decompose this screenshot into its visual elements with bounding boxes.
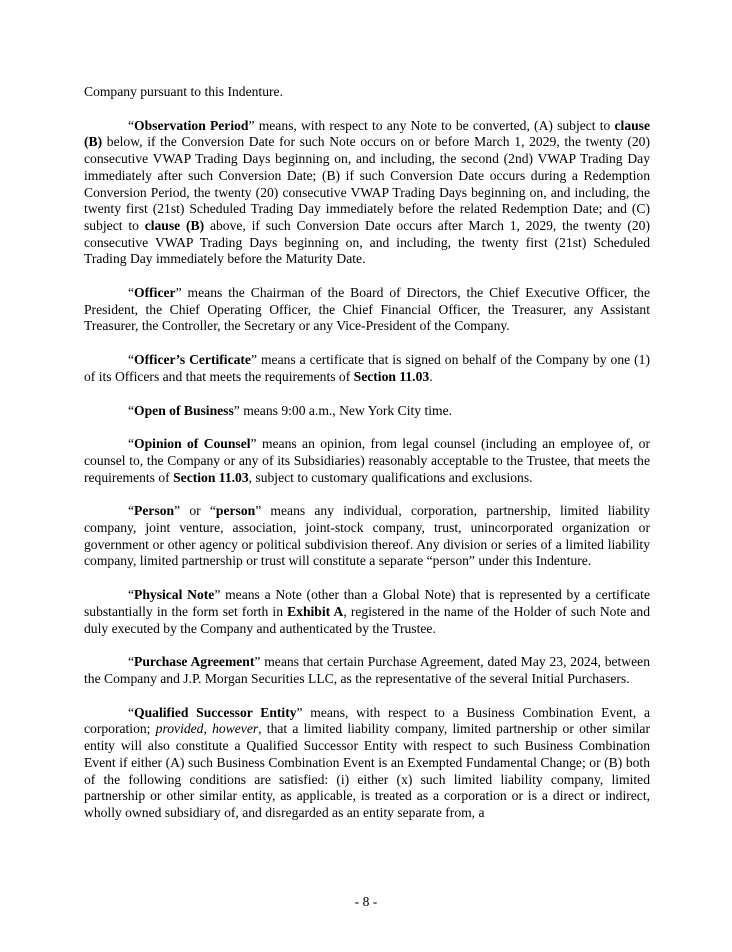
text-segment: Company pursuant to this Indenture. bbox=[84, 84, 283, 99]
bold-text: Section 11.03 bbox=[173, 469, 249, 485]
definition-person bbox=[84, 503, 650, 570]
italic-text: provided bbox=[155, 721, 204, 737]
text-segment: ” means a certificate that is signed on behalf of the Company by one (1) of its Officers and that meets the requirements of bbox=[84, 352, 650, 384]
bold-text: Open of Business bbox=[134, 402, 234, 418]
text-segment: ” or “ bbox=[174, 503, 216, 519]
bold-text: Opinion of Counsel bbox=[134, 436, 251, 452]
text-segment: ” means the Chairman of the Board of Directors, the Chief Executive Officer, the President, the Chief Operating Officer, the Chief Financial Officer, the Treasurer, any Assistant Treasurer, the Controller, the Secretary or any Vice-President of the Company. bbox=[84, 285, 650, 334]
text-segment: . bbox=[429, 368, 433, 384]
definition-officers-certificate bbox=[84, 352, 650, 385]
bold-text: clause (B) bbox=[84, 117, 651, 150]
definitions-list bbox=[84, 118, 650, 822]
text-segment: ” means 9:00 a.m., New York City time. bbox=[233, 402, 453, 418]
text-segment: ” means, with respect to any Note to be converted, (A) subject to bbox=[248, 117, 615, 133]
definition-opinion-of-counsel bbox=[84, 436, 650, 486]
continuation-paragraph bbox=[84, 84, 650, 101]
bold-text: Purchase Agreement bbox=[134, 654, 255, 670]
bold-text: Person bbox=[134, 503, 175, 519]
text-segment: , bbox=[203, 721, 213, 737]
text-segment: “ bbox=[128, 654, 135, 670]
text-segment: ” means a Note (other than a Global Note) that is represented by a certificate substantially in the form set forth in bbox=[84, 587, 650, 619]
text-segment: ” means any individual, corporation, partnership, limited liability company, joint venture, association, joint-stock company, trust, unincorporated organization or government or other agency or political subdivision thereof. Any division or series of a limited liability company, limited partnership or trust will constitute a separate “person” under this Indenture. bbox=[84, 503, 650, 569]
definition-open-of-business bbox=[84, 403, 650, 420]
text-segment: “ bbox=[128, 587, 135, 603]
text-segment: “ bbox=[128, 436, 135, 452]
definition-physical-note bbox=[84, 587, 650, 637]
text-segment: “ bbox=[128, 352, 135, 368]
text-segment: below, if the Conversion Date for such Note occurs on or before March 1, 2029, the twenty (20) consecutive VWAP Trading Days beginning on, and including, the second (2nd) VWAP Trading Day immediately after such Conversion Date; (B) if such Conversion Date occurs during a Redemption Conversion Period, the twenty (20) consecutive VWAP Trading Days beginning on, and including, the twenty first (21st) Scheduled Trading Day immediately before the related Redemption Date; and (C) subject to bbox=[84, 134, 650, 233]
bold-text: clause (B) bbox=[144, 217, 205, 233]
bold-text: Observation Period bbox=[134, 117, 249, 133]
document-body bbox=[84, 84, 650, 822]
bold-text: person bbox=[215, 503, 256, 519]
definition-officer bbox=[84, 285, 650, 335]
text-segment: , that a limited liability company, limited partnership or other similar entity will also constitute a Qualified Successor Entity with respect to such Business Combination Event if either (A) such Business Combination Event is an Exempted Fundamental Change; or (B) both of the following conditions are satisfied: (i) either (x) such limited liability company, limited partnership or other similar entity, as applicable, is treated as a corporation or is a direct or indirect, wholly owned subsidiary of, and disregarded as an entity separate from, a bbox=[84, 721, 650, 820]
text-segment: “ bbox=[128, 704, 135, 720]
text-segment: “ bbox=[128, 503, 135, 519]
definition-qualified-successor-entity bbox=[84, 705, 650, 822]
text-segment: “ bbox=[128, 402, 135, 418]
definition-purchase-agreement bbox=[84, 654, 650, 687]
definition-observation-period bbox=[84, 118, 650, 268]
bold-text: Exhibit A bbox=[287, 603, 344, 619]
text-segment: ” means, with respect to a Business Combination Event, a corporation; bbox=[84, 704, 650, 737]
text-segment: ” means an opinion, from legal counsel (including an employee of, or counsel to, the Company or any of its Subsidiaries) reasonably acceptable to the Trustee, that meets the requirements of bbox=[84, 436, 651, 485]
bold-text: Physical Note bbox=[134, 587, 215, 603]
italic-text: however bbox=[212, 721, 259, 737]
bold-text: Section 11.03 bbox=[353, 368, 430, 384]
text-segment: “ bbox=[128, 117, 135, 133]
text-segment: “ bbox=[128, 285, 135, 301]
text-segment: , registered in the name of the Holder of such Note and duly executed by the Company and authenticated by the Trustee. bbox=[84, 603, 650, 636]
bold-text: Officer’s Certificate bbox=[134, 352, 251, 368]
text-segment: above, if such Conversion Date occurs after March 1, 2029, the twenty (20) consecutive VWAP Trading Days beginning on, and including, the twenty first (21st) Scheduled Trading Day immediately before the Maturity Date. bbox=[84, 217, 650, 267]
text-segment: , subject to customary qualifications and exclusions. bbox=[248, 469, 533, 485]
text-segment: ” means that certain Purchase Agreement, dated May 23, 2024, between the Company and J.P. Morgan Securities LLC, as the representative of the several Initial Purchasers. bbox=[84, 654, 650, 686]
bold-text: Qualified Successor Entity bbox=[134, 704, 297, 720]
page-number: - 8 - bbox=[354, 894, 378, 909]
bold-text: Officer bbox=[134, 285, 176, 301]
